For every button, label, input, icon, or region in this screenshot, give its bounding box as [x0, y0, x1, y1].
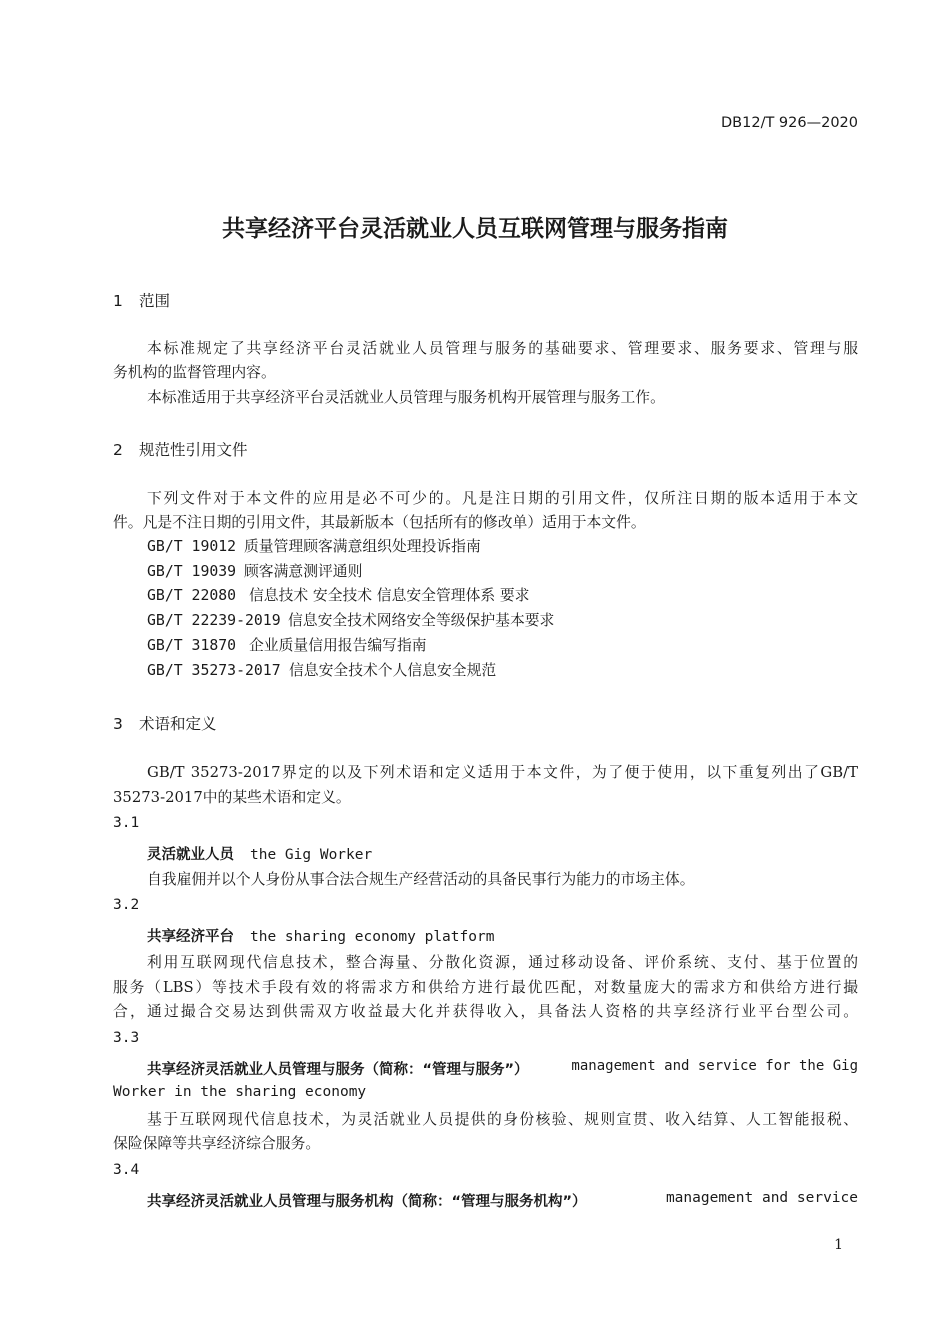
term-zh: 共享经济平台: [147, 929, 234, 945]
term-definition: 基于互联网现代信息技术，为灵活就业人员提供的身份核验、规则宣贯、收入结算、人工智能报税、: [147, 1111, 858, 1128]
reference-name: 质量管理顾客满意组织处理投诉指南: [244, 538, 481, 555]
section-heading-3: [113, 712, 217, 734]
term-zh: 共享经济灵活就业人员管理与服务机构（简称：“管理与服务机构”）: [147, 1194, 587, 1210]
term-en: the Gig Worker: [250, 847, 373, 863]
term-definition: 保险保障等共享经济综合服务。: [113, 1135, 321, 1152]
reference-code: GB/T 35273-2017: [147, 662, 281, 679]
section-heading-1: [113, 289, 170, 311]
reference-name: 信息安全技术个人信息安全规范: [289, 662, 497, 679]
section-number: 1: [113, 292, 123, 310]
reference-item: [147, 560, 362, 581]
paragraph-line: 件。凡是不注日期的引用文件，其最新版本（包括所有的修改单）适用于本文件。: [113, 514, 646, 531]
term-en: management and service for the Gig: [571, 1058, 858, 1074]
reference-code: GB/T 19012: [147, 538, 237, 555]
reference-name: 企业质量信用报告编写指南: [249, 637, 427, 654]
reference-item: [147, 609, 554, 630]
term-number: 3.3: [113, 1030, 140, 1046]
paragraph-line: 本标准适用于共享经济平台灵活就业人员管理与服务机构开展管理与服务工作。: [147, 389, 665, 406]
term-entry: [147, 1190, 858, 1211]
reference-name: 顾客满意测评通则: [244, 563, 363, 580]
document-number: DB12/T 926—2020: [721, 115, 858, 131]
term-definition: 合，通过撮合交易达到供需双方收益最大化并获得收入，具备法人资格的共享经济行业平台型公司。: [113, 1003, 858, 1020]
term-number: 3.1: [113, 815, 140, 831]
paragraph-line: 务机构的监督管理内容。: [113, 364, 276, 381]
term-entry: [147, 925, 494, 946]
section-number: 2: [113, 441, 123, 459]
section-heading-2: [113, 438, 248, 460]
term-entry: [147, 843, 372, 864]
section-title: 规范性引用文件: [139, 441, 248, 459]
term-zh: 灵活就业人员: [147, 847, 234, 863]
section-title: 范围: [139, 292, 171, 310]
term-en: management and service: [665, 1190, 858, 1206]
reference-name: 信息技术 安全技术 信息安全管理体系 要求: [249, 587, 530, 604]
reference-item: [147, 584, 529, 605]
paragraph-line: GB/T 35273-2017界定的以及下列术语和定义适用于本文件，为了便于使用，以下重复列出了GB/T: [147, 764, 858, 781]
reference-item: [147, 659, 496, 680]
paragraph-line: 下列文件对于本文件的应用是必不可少的。凡是注日期的引用文件，仅所注日期的版本适用于本文: [147, 490, 858, 507]
reference-code: GB/T 31870: [147, 637, 237, 654]
reference-code: GB/T 22239-2019: [147, 612, 281, 629]
term-definition: 利用互联网现代信息技术，整合海量、分散化资源，通过移动设备、评价系统、支付、基于位置的: [147, 954, 858, 971]
section-title: 术语和定义: [139, 715, 217, 733]
term-number: 3.4: [113, 1162, 140, 1178]
term-definition: 自我雇佣并以个人身份从事合法合规生产经营活动的具备民事行为能力的市场主体。: [147, 871, 695, 888]
section-number: 3: [113, 715, 123, 733]
term-number: 3.2: [113, 897, 140, 913]
paragraph-line: 本标准规定了共享经济平台灵活就业人员管理与服务的基础要求、管理要求、服务要求、管理与服: [147, 340, 858, 357]
reference-name: 信息安全技术网络安全等级保护基本要求: [288, 612, 555, 629]
term-en-continued: Worker in the sharing economy: [113, 1084, 367, 1100]
term-entry: [147, 1058, 858, 1079]
term-zh: 共享经济灵活就业人员管理与服务（简称：“管理与服务”）: [147, 1062, 529, 1078]
reference-item: [147, 634, 427, 655]
term-en: the sharing economy platform: [250, 929, 495, 945]
reference-code: GB/T 19039: [147, 563, 237, 580]
page-title: 共享经济平台灵活就业人员互联网管理与服务指南: [222, 216, 728, 242]
reference-code: GB/T 22080: [147, 587, 237, 604]
term-definition: 服务（LBS）等技术手段有效的将需求方和供给方进行最优匹配，对数量庞大的需求方和供给方进行撮: [113, 979, 858, 996]
page-number: 1: [834, 1237, 843, 1253]
reference-item: [147, 535, 481, 556]
paragraph-line: 35273-2017中的某些术语和定义。: [113, 789, 351, 806]
